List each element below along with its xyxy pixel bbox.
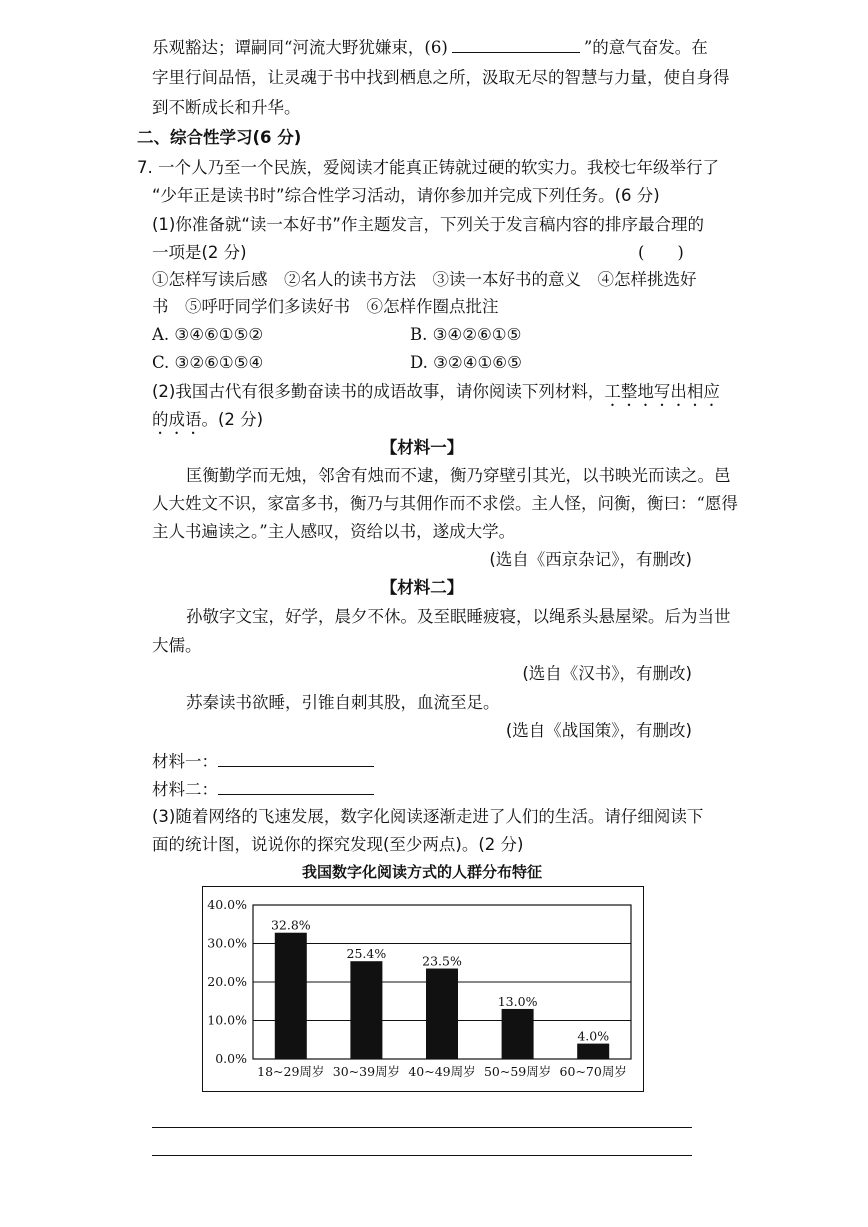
q7-part3-line-2: 面的统计图，说说你的探究发现(至少两点)。(2 分) — [152, 835, 524, 854]
option-c[interactable]: C. ③②⑥①⑤④ — [152, 353, 264, 372]
q7-line-2: “少年正是读书时”综合性学习活动，请你参加并完成下列任务。(6 分) — [152, 186, 660, 205]
material-1-line-1: 匡衡勤学而无烛，邻舍有烛而不逮，衡乃穿壁引其光，以书映光而读之。邑 — [186, 466, 731, 485]
material-1-line-2: 人大姓文不识，家富多书，衡乃与其佣作而不求偿。主人怪，问衡，衡曰：“愿得 — [152, 494, 738, 513]
section-heading: 二、综合性学习(6 分) — [137, 128, 302, 147]
x-tick-label: 60~70周岁 — [559, 1064, 627, 1079]
q7-part1-line-1: (1)你准备就“读一本好书”作主题发言，下列关于发言稿内容的排序最合理的 — [152, 215, 704, 234]
q7-part2-text: (2)我国古代有很多勤奋读书的成语故事，请你阅读下列材料， — [152, 382, 605, 401]
y-tick-label: 10.0% — [207, 1012, 247, 1028]
q7-part2-line-1 — [152, 380, 720, 410]
y-tick-label: 0.0% — [215, 1051, 247, 1066]
material-3-source: (选自《战国策》，有删改) — [505, 721, 692, 740]
q7-line-1: 7. 一个人乃至一个民族，爱阅读才能真正铸就过硬的软实力。我校七年级举行了 — [137, 158, 719, 177]
q7-part2-emphasis: 的成语 — [152, 410, 202, 429]
answer-2-label: 材料二： — [152, 780, 218, 799]
material-1-source: (选自《西京杂记》，有删改) — [489, 550, 692, 569]
y-tick-label: 30.0% — [207, 935, 247, 951]
material-1-line-3: 主人书遍读之。”主人感叹，资给以书，遂成大学。 — [152, 522, 516, 541]
material-2-line-1: 孙敬字文宝，好学，晨夕不休。及至眠睡疲寝，以绳系头悬屋梁。后为当世 — [186, 607, 731, 626]
bar — [350, 961, 382, 1059]
x-tick-label: 18~29周岁 — [257, 1064, 325, 1079]
chart-frame — [202, 886, 644, 1092]
data-label: 23.5% — [422, 953, 462, 969]
bar — [426, 969, 458, 1059]
option-b[interactable]: B. ③④②⑥①⑤ — [410, 325, 522, 344]
answer-1-label: 材料一： — [152, 752, 218, 771]
material-2-source: (选自《汉书》，有删改) — [522, 664, 692, 683]
data-label: 4.0% — [577, 1028, 610, 1044]
material-3-line-1: 苏秦读书欲睡，引锥自刺其股，血流至足。 — [186, 693, 500, 712]
intro-line-1 — [152, 36, 708, 60]
q7-part2-emphasis: 工整地写出相应 — [604, 382, 720, 401]
y-tick-label: 20.0% — [207, 974, 247, 989]
intro-line-3: 到不断成长和升华。 — [152, 98, 301, 117]
intro-text: 乐观豁达；谭嗣同“河流大野犹嫌束，(6) — [152, 38, 448, 57]
q7-items-line-1: ①怎样写读后感 ②名人的读书方法 ③读一本好书的意义 ④怎样挑选好 — [152, 270, 697, 289]
answer-blank-6[interactable] — [452, 36, 580, 53]
bar-chart — [203, 887, 643, 1091]
intro-line-2: 字里行间品悟，让灵魂于书中找到栖息之所，汲取无尽的智慧与力量，使自身得 — [152, 68, 730, 87]
bar — [502, 1009, 534, 1059]
x-tick-label: 40~49周岁 — [408, 1064, 476, 1079]
material-2-line-2: 大儒。 — [152, 636, 202, 655]
answer-1-blank[interactable] — [218, 750, 374, 767]
bar — [275, 933, 307, 1059]
q7-part2-text: 。(2 分) — [201, 410, 264, 429]
x-tick-label: 30~39周岁 — [332, 1064, 401, 1079]
bar — [577, 1044, 609, 1059]
data-label: 13.0% — [497, 993, 538, 1009]
x-tick-label: 50~59周岁 — [483, 1064, 552, 1079]
y-tick-label: 40.0% — [207, 897, 247, 912]
data-label: 32.8% — [270, 917, 311, 933]
answer-2-blank[interactable] — [218, 778, 374, 795]
option-a[interactable]: A. ③④⑥①⑤② — [152, 325, 264, 344]
option-d[interactable]: D. ③②④①⑥⑤ — [410, 353, 522, 372]
chart-title: 我国数字化阅读方式的人群分布特征 — [301, 863, 542, 881]
intro-text: ”的意气奋发。在 — [583, 38, 708, 57]
answer-rule-1[interactable] — [152, 1127, 692, 1128]
q7-part3-line-1: (3)随着网络的飞速发展，数字化阅读逐渐走进了人们的生活。请仔细阅读下 — [152, 807, 704, 826]
answer-1-row — [152, 750, 378, 774]
q7-part1-line-2: 一项是(2 分) — [152, 243, 247, 262]
answer-rule-2[interactable] — [152, 1155, 692, 1156]
data-label: 25.4% — [346, 946, 387, 962]
material-2-title: 【材料二】 — [380, 578, 464, 597]
material-1-title: 【材料一】 — [380, 438, 464, 457]
answer-paren[interactable]: ( ) — [638, 243, 684, 262]
answer-2-row — [152, 778, 378, 802]
q7-items-line-2: 书 ⑤呼吁同学们多读好书 ⑥怎样作圈点批注 — [152, 297, 499, 316]
q7-part2-line-2 — [152, 408, 263, 438]
